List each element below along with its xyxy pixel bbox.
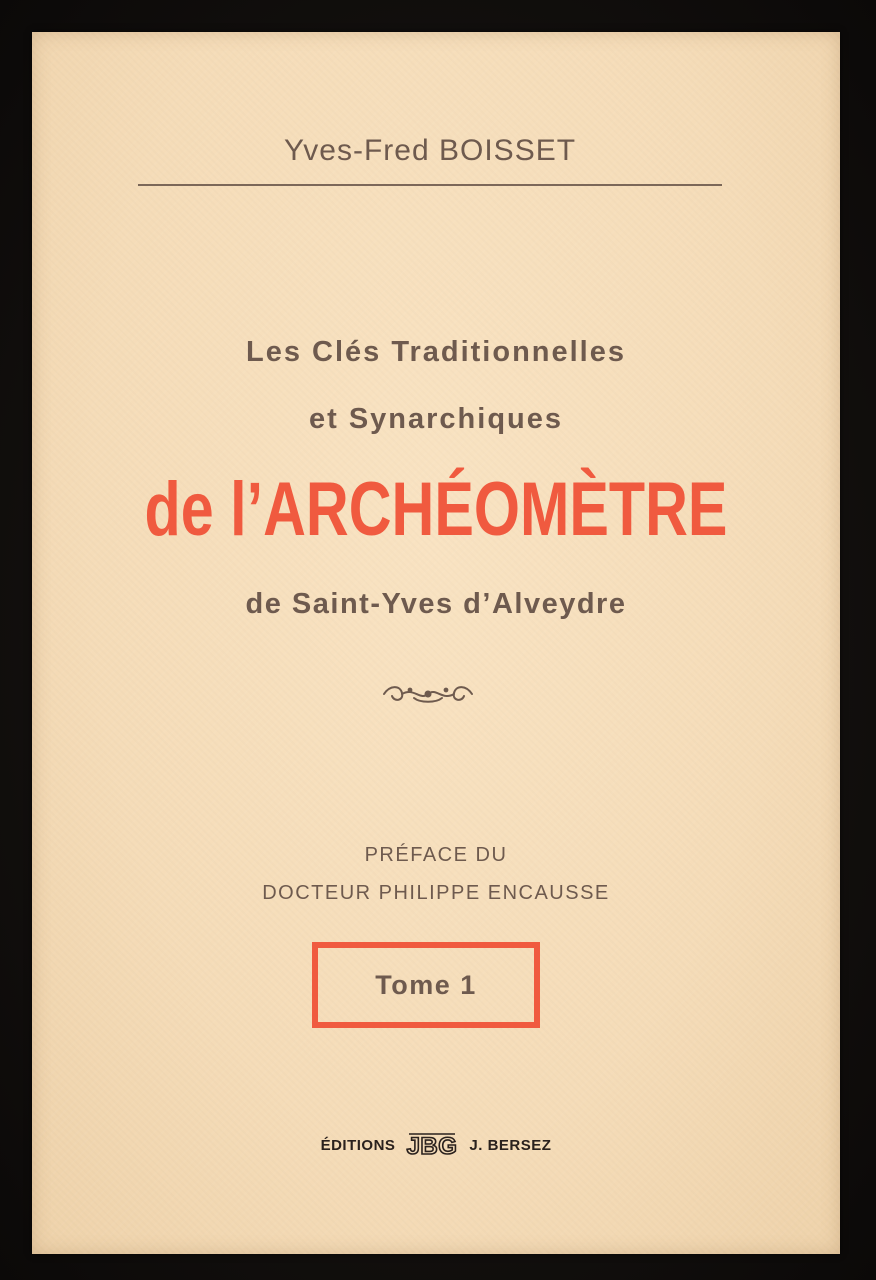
tome-box bbox=[312, 942, 540, 1028]
publisher-logo-text: JBG bbox=[406, 1133, 458, 1160]
tome-label: Tome 1 bbox=[375, 969, 477, 1000]
ornament-flourish-icon bbox=[380, 681, 476, 707]
preface-line-1: PRÉFACE DU bbox=[364, 844, 508, 866]
main-title: de l’ARCHÉOMÈTRE bbox=[144, 467, 728, 552]
publisher-line bbox=[32, 1130, 840, 1160]
cover-shading bbox=[32, 32, 840, 1254]
preface-line-2: DOCTEUR PHILIPPE ENCAUSSE bbox=[262, 882, 610, 904]
book-cover bbox=[32, 32, 840, 1254]
author-name: Yves-Fred BOISSET bbox=[283, 134, 577, 167]
title-line-1: Les Clés Traditionnelles bbox=[246, 336, 626, 368]
author-underline bbox=[138, 184, 722, 186]
title-line-2: et Synarchiques bbox=[308, 403, 564, 435]
publisher-editions: ÉDITIONS bbox=[320, 1136, 396, 1154]
publisher-logo-icon bbox=[405, 1130, 459, 1160]
publisher-name: J. BERSEZ bbox=[469, 1136, 552, 1154]
title-line-3: de Saint-Yves d’Alveydre bbox=[245, 588, 627, 620]
